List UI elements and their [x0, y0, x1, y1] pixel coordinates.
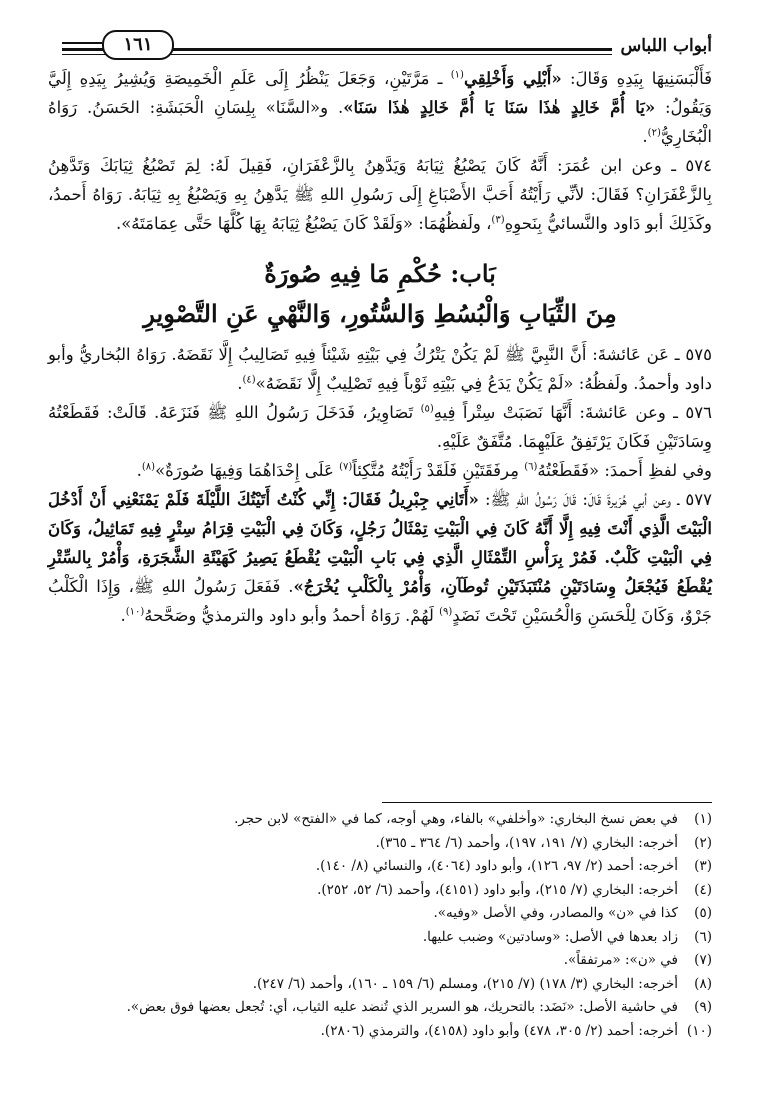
footnote: [48, 949, 712, 973]
footnote-number: (٦): [694, 928, 712, 945]
footnote: [48, 902, 712, 926]
footnote-number: (١٠): [686, 1022, 712, 1039]
footnote-ref: (٦): [524, 461, 538, 473]
footnote-ref: (٥): [420, 403, 434, 415]
footnote-text: أخرجه: البخاري (٣/ ١٧٨) (٧/ ٢١٥)، ومسلم (٦/ ١٥٩ ـ ١٦٠)، وأحمد (٦/ ٢٤٧).: [252, 975, 678, 992]
footnote-divider: [382, 802, 712, 803]
footnote-text: في «ن»: «مرتفقاً».: [563, 952, 678, 968]
page-header: [62, 30, 712, 60]
footnote-ref: (٧): [339, 461, 353, 473]
footnote-text: في بعض نسخ البخاري: «وأخلفي» بالفاء، وهي أوجه، كما في «الفتح» لابن حجر.: [234, 811, 678, 827]
footnote-number: (٥): [694, 905, 712, 921]
main-text: [48, 64, 712, 630]
footnote-ref: (١): [450, 69, 464, 81]
footnote: [48, 879, 712, 903]
footnote: [48, 832, 712, 856]
chapter-subtitle: مِنَ الثِّيَابِ وَالْبُسُطِ وَالسُّتُورِ، وَالنَّهْيِ عَنِ التَّصْوِيرِ: [143, 299, 617, 328]
footnote-ref: (٣): [491, 214, 505, 226]
footnote-ref: (١٠): [125, 606, 145, 618]
footnote-text: أخرجه: أحمد (٢/ ٣٠٥، ٤٧٨) وأبو داود (٤١٥٨)، والترمذي (٢٨٠٦).: [320, 1022, 678, 1039]
paragraph-umm-khalid: فَأَلْبَسَنِيهَا بِيَدِهِ وَقَالَ: «أَبْلِي وَأَخْلِقِي$^{(١)}$ ـ مَرَّتَيْنِ، وَجَعَلَ يَنْظُرُ إِلَى عَلَمِ الْخَمِيصَةِ وَيُشِيرُ بِيَدِهِ إِلَيَّ وَيَقُولُ: «يَا أُمَّ خَالِدٍ هٰذَا سَنَا يَا أُمَّ خَالِدٍ هٰذَا سَنَا». و«السَّنَا» بِلِسَانِ الْحَبَشَةِ: الحَسَنُ. رَوَاهُ الْبُخَارِيُّ$^{(٢)}$.: [48, 69, 712, 146]
hadith-575: ٥٧٥ ـ عَن عَائشةَ: أَنَّ النَّبِيَّ ﷺ لَمْ يَكُنْ يَتْرُكُ فِي بَيْتِهِ شَيْئاً فِيهِ تَصَالِيبُ إِلَّا نَقَضَهُ. رَوَاهُ البُخاريُّ وأبو داود وأحمدُ. ولَفظُهُ: «لَمْ يَكُنْ يَدَعُ فِي بَيْتِهِ ثَوْباً فِيهِ تَصْلِيبٌ إِلَّا نَقَضَهُ»$^{(٤)}$.: [48, 345, 712, 393]
footnote: [48, 1020, 712, 1044]
footnote-text: أخرجه: أحمد (٢/ ٩٧، ١٢٦)، وأبو داود (٤٠٦٤)، والنسائي (٨/ ١٤٠).: [315, 858, 678, 874]
footnote-ref: (٤): [242, 374, 256, 386]
footnote-number: (١): [694, 811, 712, 827]
footnote-text: زاد بعدها في الأصل: «وسادتين» وضبب عليها.: [422, 928, 678, 945]
footnote: [48, 973, 712, 997]
footnote-text: كذا في «ن» والمصادر، وفي الأصل «وفيه».: [433, 905, 678, 921]
footnote-number: (٧): [694, 952, 712, 968]
footnote-text: في حاشية الأصل: «نَضَد: بالتحريك، هو السرير الذي تُنضد عليه الثياب، أي: تُجعل بعضها فوق بعض».: [126, 999, 678, 1015]
footnote-number: (٤): [694, 881, 712, 898]
footnote: [48, 926, 712, 950]
page-number: ١٦١: [102, 30, 174, 60]
footnote-number: (٨): [694, 975, 712, 992]
footnote: [48, 996, 712, 1020]
header-rule-left: [62, 42, 102, 44]
hadith-577: ٥٧٧ ـ وعن أبي هُرَيرةَ قَالَ: قَالَ رَسُولُ اللهِ ﷺ: «أَتَانِي جِبْرِيلُ فَقَالَ: إِنِّي كُنْتُ أَتَيْتُكَ اللَّيْلَةَ فَلَمْ يَمْنَعْنِي أَنْ أَدْخُلَ الْبَيْتَ الَّذِي أَنْتَ فِيهِ إِلَّا أَنَّهُ كَانَ فِي الْبَيْتِ تِمْثَالُ رَجُلٍ، وَكَانَ فِي الْبَيْتِ قِرَامُ سِتْرٍ فِيهِ تَمَاثِيلُ، وَكَانَ فِي الْبَيْتِ كَلْبٌ. فَمُرْ بِرَأْسِ التِّمْثَالِ الَّذِي فِي بَابِ الْبَيْتِ يُقْطَعُ يَصِيرُ كَهَيْئَةِ الشَّجَرَةِ، وَأْمُرْ بِالسِّتْرِ يُقْطَعُ فَيُجْعَلُ وِسَادَتَيْنِ مُنْتَبَذَتَيْنِ تُوطَآنِ، وَأْمُرْ بِالْكَلْبِ يُخْرَجُ». فَفَعَلَ رَسُولُ اللهِ ﷺ، وَإِذَا الْكَلْبُ جَرْوٌ، وَكَانَ لِلْحَسَنِ وَالْحُسَيْنِ تَحْتَ نَضَدٍ$^{(٩)}$ لَهُمْ. رَوَاهُ أحمدُ وأبو داود والترمذيُّ وصَحَّحهُ$^{(١٠)}$.: [48, 490, 712, 625]
footnote-ref: (٨): [141, 461, 156, 473]
hadith-574: ٥٧٤ ـ وعن ابن عُمَرَ: أَنَّهُ كَانَ يَصْبُغُ ثِيَابَهُ وَيَدَّهِنُ بِالزَّعْفَرَانِ، فَقِيلَ لَهُ: لِمَ تَصْبُغُ ثِيَابَكَ وَتَدَّهِنُ بِالزَّعْفَرَانِ؟ فَقَالَ: لأنِّي رَأَيْتُهُ أَحَبَّ الأَصْبَاغِ إِلَى رَسُولِ اللهِ ﷺ يَدَّهِنُ بِهِ وَيَصْبُغُ بِهِ ثِيَابَهُ. رَوَاهُ أَحمدُ، وكَذَلِكَ أبو دَاود والنَّسائيُّ بِنَحوِهِ$^{(٣)}$، ولَفظُهُمَا: «وَلَقَدْ كَانَ يَصْبُغُ ثِيَابَهُ بِهَا كُلَّهَا حَتَّى عِمَامَتَهُ».: [48, 156, 712, 233]
footnote-text: أخرجه: البخاري (٧/ ١٩١، ١٩٧)، وأحمد (٦/ ٣٦٤ ـ ٣٦٥).: [375, 834, 678, 851]
footnote-ref: (٩): [439, 606, 453, 618]
footnote-number: (٢): [694, 834, 712, 851]
hadith-576: ٥٧٦ ـ وعن عَائشةَ: أَنَّهَا نَصَبَتْ سِتْراً فِيهِ$^{(٥)}$ تَصَاوِيرُ، فَدَخَلَ رَسُولُ اللهِ ﷺ فَنَزَعَهُ. قَالَتْ: فَقَطَعْتُهُ وِسَادَتَيْنِ فَكَانَ يَرْتَفِقُ عَلَيْهِمَا. مُتَّفَقٌ عَلَيْهِ.: [48, 403, 712, 451]
chapter-title: بَاب: حُكْمِ مَا فِيهِ صُورَةٌ: [264, 259, 496, 288]
footnote: [48, 808, 712, 832]
footnote-number: (٩): [694, 999, 712, 1015]
footnote-text: أخرجه: البخاري (٧/ ٢١٥)، وأبو داود (٤١٥١)، وأحمد (٦/ ٥٢، ٢٥٢).: [317, 881, 678, 898]
footnotes: [48, 808, 712, 1043]
running-title: أبواب اللباس: [620, 36, 712, 56]
chapter-heading: [48, 254, 712, 334]
footnote-number: (٣): [694, 858, 712, 874]
footnote-ref: (٢): [647, 127, 661, 139]
hadith-576-variant: وفي لفظِ أَحمدَ: «فَقَطَعْتُهُ$^{(٦)}$ مِرفَقَتَيْنِ فَلَقَدْ رَأَيْتُهُ مُتَّكِئاً$^{(٧)}$ عَلَى إِحْدَاهُمَا وَفِيهَا صُورَةٌ»$^{(٨)}$.: [136, 461, 712, 480]
footnote: [48, 855, 712, 879]
